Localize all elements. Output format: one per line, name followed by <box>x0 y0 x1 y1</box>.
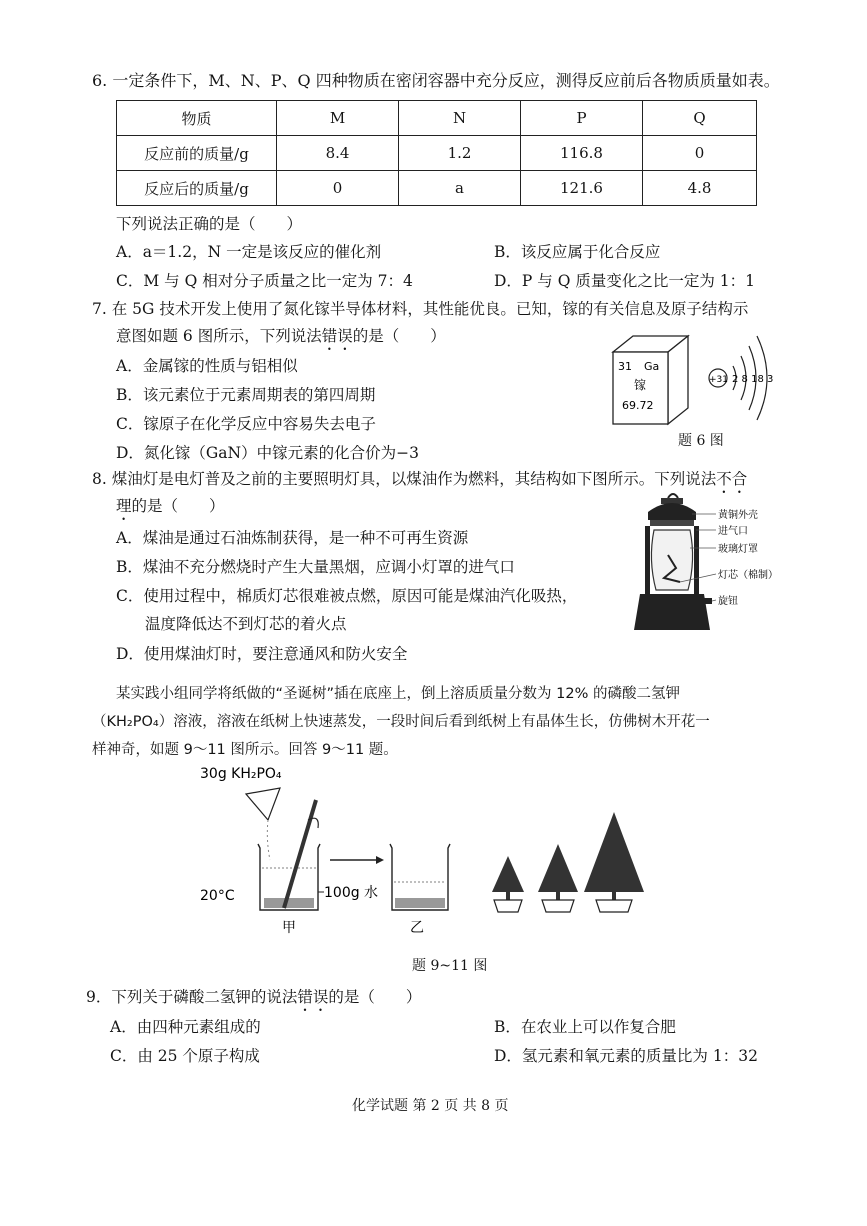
table-row <box>117 171 757 206</box>
table-cell: 0 <box>643 136 757 171</box>
table-header-cell: N <box>399 101 521 136</box>
q8-emphasis: 不合 <box>716 470 748 488</box>
passage-line2: （KH₂PO₄）溶液，溶液在纸树上快速蒸发，一段时间后看到纸树上有晶体生长，仿佛树木开花一 <box>92 714 710 730</box>
kerosene-lamp-figure <box>630 490 805 640</box>
q6-prompt: 下列说法正确的是（ ） <box>116 215 303 233</box>
element-mass: 69.72 <box>622 399 654 412</box>
q7-stem-line1: 7. 在 5G 技术开发上使用了氮化镓半导体材料，其性能优良。已知，镓的有关信息及原子结构示 <box>92 300 749 318</box>
q8-stem-text: 8. 煤油灯是电灯普及之前的主要照明灯具，以煤油作为燃料，其结构如下图所示。下列说法 <box>92 470 717 488</box>
table-header-cell: Q <box>643 101 757 136</box>
element-name: 镓 <box>634 378 647 392</box>
q8-option-c[interactable]: C．使用过程中，棉质灯芯很难被点燃，原因可能是煤油汽化吸热， <box>116 587 578 605</box>
q6-option-a[interactable]: A．a＝1.2，N 一定是该反应的催化剂 <box>116 243 382 261</box>
water-label: 100g 水 <box>324 885 379 901</box>
q6-option-b[interactable]: B．该反应属于化合反应 <box>494 243 661 261</box>
figure-9-11-caption: 题 9~11 图 <box>412 958 488 974</box>
q8-stem-line2 <box>116 495 225 524</box>
q9-option-c[interactable]: C．由 25 个原子构成 <box>110 1047 260 1065</box>
table-header-row <box>117 101 757 136</box>
q7-option-d[interactable]: D．氮化镓（GaN）中镓元素的化合价为−3 <box>116 444 419 462</box>
q7-option-c[interactable]: C．镓原子在化学反应中容易失去电子 <box>116 415 376 433</box>
q8-emphasis: 理 <box>116 497 132 515</box>
q6-stem: 6. 一定条件下，M、N、P、Q 四种物质在密闭容器中充分反应，测得反应前后各物质质量如表。 <box>92 71 780 90</box>
large-tree <box>584 812 644 912</box>
table-cell: 反应前的质量/g <box>117 136 277 171</box>
q9-option-b[interactable]: B．在农业上可以作复合肥 <box>494 1018 676 1036</box>
table-cell: 4.8 <box>643 171 757 206</box>
mass-table <box>116 100 757 206</box>
q6-option-d[interactable]: D．P 与 Q 质量变化之比一定为 1：1 <box>494 272 755 290</box>
passage-line1: 某实践小组同学将纸做的“圣诞树”插在底座上，倒上溶质质量分数为 12% 的磷酸二氢钾 <box>116 686 680 702</box>
q9-stem-text: 的是（ ） <box>328 988 422 1006</box>
q9-option-d[interactable]: D．氢元素和氧元素的质量比为 1：32 <box>494 1047 758 1065</box>
q9-option-a[interactable]: A．由四种元素组成的 <box>110 1018 261 1036</box>
electron-shells: 2 8 18 3 <box>732 374 774 385</box>
lamp-label-shell: 黄铜外壳 <box>718 510 758 521</box>
q7-emphasis: 错误 <box>321 327 353 345</box>
passage-line3: 样神奇，如题 9～11 图所示。回答 9～11 题。 <box>92 742 398 758</box>
q6-option-c[interactable]: C．M 与 Q 相对分子质量之比一定为 7：4 <box>116 272 413 290</box>
page-footer: 化学试题 第 2 页 共 8 页 <box>352 1098 509 1114</box>
q8-option-c-cont: 温度降低达不到灯芯的着火点 <box>145 615 347 633</box>
table-row <box>117 136 757 171</box>
lamp-label-knob: 旋钮 <box>718 596 738 607</box>
q9-stem <box>86 986 421 1015</box>
table-header-cell: M <box>277 101 399 136</box>
table-cell: 116.8 <box>521 136 643 171</box>
q7-stem-text: 意图如题 6 图所示，下列说法 <box>116 327 322 345</box>
medium-tree <box>538 844 578 912</box>
table-cell: 反应后的质量/g <box>117 171 277 206</box>
q8-option-d[interactable]: D．使用煤油灯时，要注意通风和防火安全 <box>116 645 408 663</box>
temperature-label: 20°C <box>200 888 235 904</box>
q9-stem-text: 9．下列关于磷酸二氢钾的说法 <box>86 988 298 1006</box>
nucleus-charge: +31 <box>709 375 728 385</box>
table-cell: a <box>399 171 521 206</box>
table-header-cell: P <box>521 101 643 136</box>
lamp-label-wick: 灯芯（棉制） <box>718 570 778 581</box>
q7-option-b[interactable]: B．该元素位于元素周期表的第四周期 <box>116 386 376 404</box>
beaker-jia-label: 甲 <box>282 920 296 936</box>
figure6-caption: 题 6 图 <box>678 433 724 449</box>
beaker-yi-label: 乙 <box>410 920 424 936</box>
figure-9-11 <box>180 760 660 940</box>
lamp-label-chimney: 玻璃灯罩 <box>718 544 758 555</box>
table-cell: 8.4 <box>277 136 399 171</box>
element-number: 31 <box>618 360 632 373</box>
q9-emphasis: 错误 <box>297 988 329 1006</box>
table-cell: 1.2 <box>399 136 521 171</box>
q7-stem-text: 的是（ ） <box>352 327 446 345</box>
q8-option-a[interactable]: A．煤油是通过石油炼制获得，是一种不可再生资源 <box>116 529 469 547</box>
q8-option-b[interactable]: B．煤油不充分燃烧时产生大量黑烟，应调小灯罩的进气口 <box>116 558 515 576</box>
q7-option-a[interactable]: A．金属镓的性质与铝相似 <box>116 357 298 375</box>
table-cell: 0 <box>277 171 399 206</box>
q7-stem-line2 <box>116 325 446 354</box>
element-symbol: Ga <box>644 360 660 373</box>
salt-label: 30g KH₂PO₄ <box>200 766 282 782</box>
small-tree <box>492 856 524 912</box>
lamp-label-inlet: 进气口 <box>718 526 748 537</box>
table-cell: 121.6 <box>521 171 643 206</box>
table-header-cell: 物质 <box>117 101 277 136</box>
q8-stem-text: 的是（ ） <box>131 497 225 515</box>
